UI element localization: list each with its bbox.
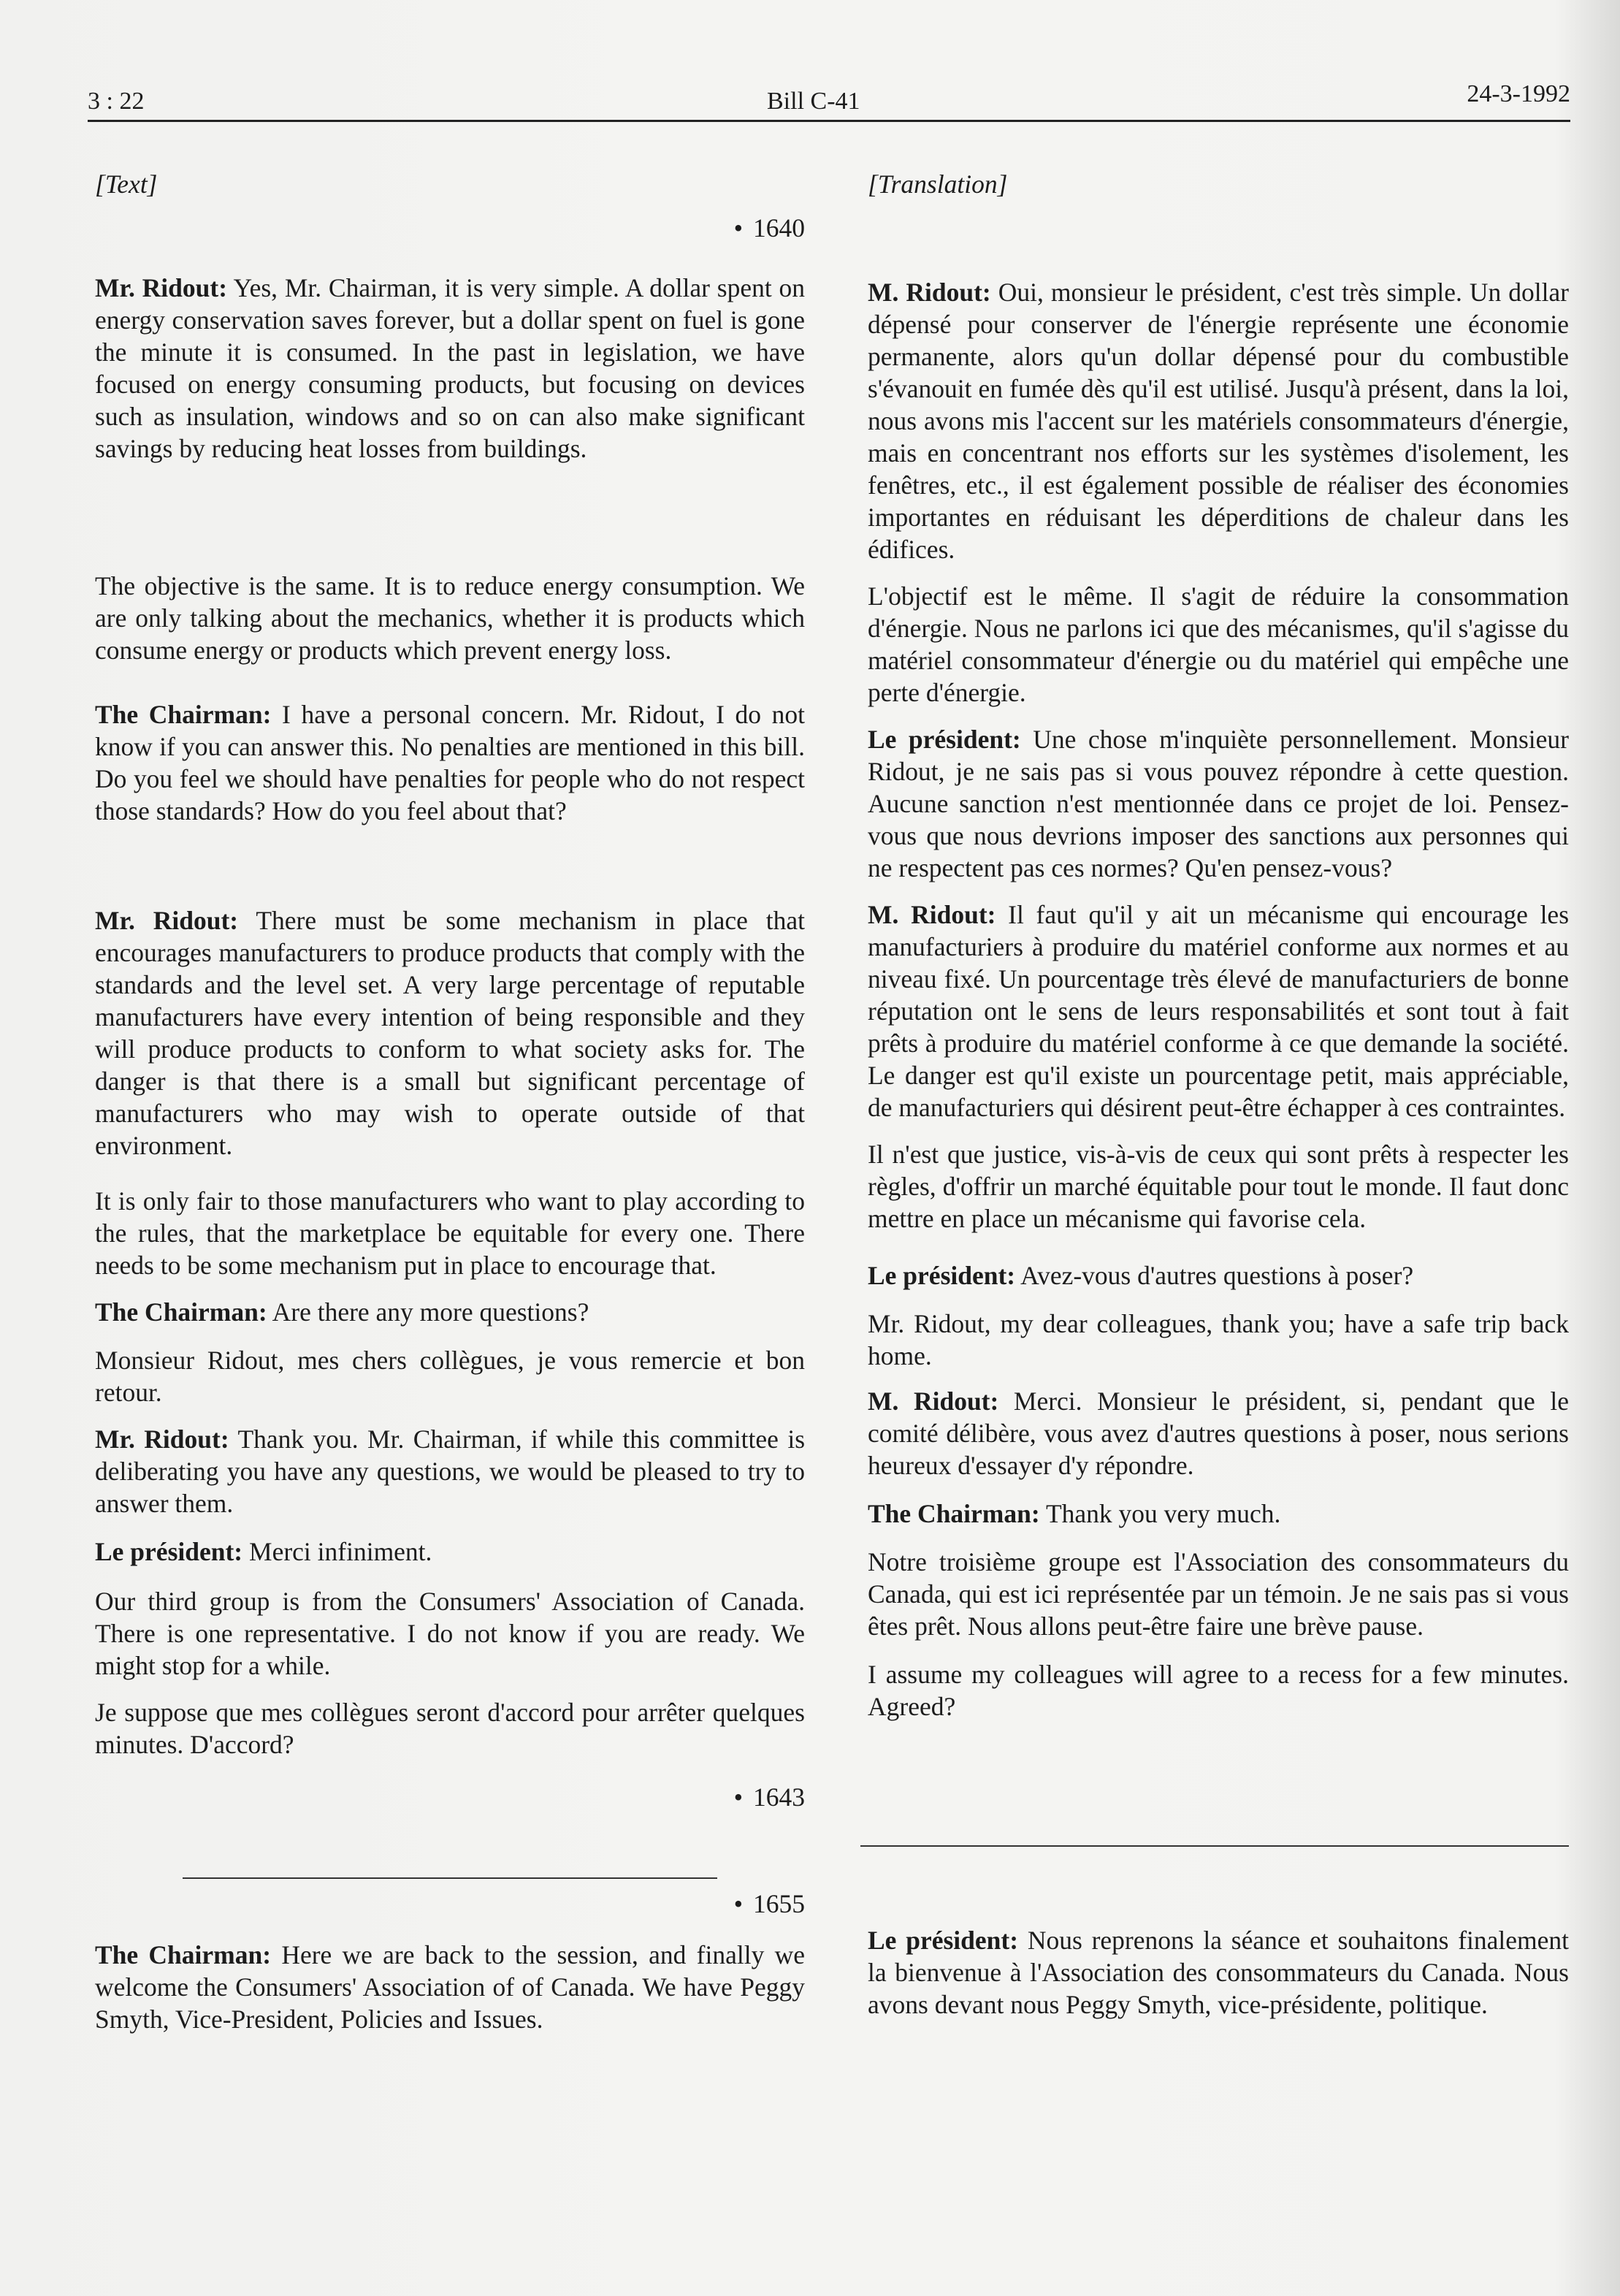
paragraph-text: Il n'est que justice, vis-à-vis de ceux qui sont prêts à respecter les règles, d'offrir un marché équitable pour tout le monde. Il faut donc mettre en place un mécanisme qui favorise cela. (868, 1140, 1569, 1233)
paragraph-text: Yes, Mr. Chairman, it is very simple. A dollar spent on energy conservation saves forever, but a dollar spent on fuel is gone the minute it is consumed. In the past in legislation, we have focused on energy consuming products, but focusing on devices such as insulation, windows and so on can also make significant savings by reducing heat losses from buildings. (95, 273, 805, 463)
header-date: 24-3-1992 (1467, 80, 1570, 107)
page-header (88, 79, 1570, 123)
paragraph-text: Thank you. Mr. Chairman, if while this committee is deliberating you have any questions, we would be pleased to try to answer them. (95, 1424, 806, 1518)
bullet-icon: • (733, 1782, 743, 1812)
paragraph-text: Il faut qu'il y ait un mécanisme qui encourage les manufacturiers à produire du matériel conforme aux normes et au niveau fixé. Un pourcentage très élevé de manufacturiers de bonne réputation ont le sens de leurs responsabilités et sont tout à fait prêts à produire du matériel conforme à ce que demande la société. Le danger est qu'il existe un pourcentage petit, mais appréciable, de manufacturiers qui désirent peut-être échapper à ces contraintes. (868, 900, 1570, 1122)
left-para-11 (95, 1696, 805, 1761)
right-para-2 (868, 580, 1569, 709)
bullet-icon: • (733, 213, 743, 243)
right-para-9 (868, 1498, 1569, 1530)
paragraph-text: Here we are back to the session, and finally we welcome the Consumers' Association of of Canada. We have Peggy Smyth, Vice-President, Policies and Issues. (95, 1940, 805, 2034)
speaker: M. Ridout: (868, 278, 991, 307)
left-para-8 (95, 1423, 805, 1519)
translation-label: [Translation] (868, 169, 1008, 199)
paragraph-text: Nous reprenons la séance et souhaitons finalement la bienvenue à l'Association des consommateurs du Canada. Nous avons devant nous Peggy Smyth, vice-présidente, politique. (868, 1926, 1569, 2019)
right-para-6 (868, 1259, 1569, 1292)
left-para-2 (95, 570, 805, 666)
paragraph-text: Je suppose que mes collègues seront d'accord pour arrêter quelques minutes. D'accord? (95, 1698, 805, 1759)
speaker: Mr. Ridout: (95, 906, 239, 935)
paragraph-text: L'objectif est le même. Il s'agit de réduire la consommation d'énergie. Nous ne parlons ici que des mécanismes, qu'il s'agisse du matériel consommateur d'énergie ou du matériel qui empêche une perte d'énergie. (868, 581, 1569, 707)
right-para-1 (868, 276, 1569, 565)
time-marker-1655: • 1655 (733, 1889, 805, 1918)
paragraph-text: I assume my colleagues will agree to a recess for a few minutes. Agreed? (868, 1660, 1569, 1721)
section-divider (860, 1845, 1569, 1847)
speaker: The Chairman: (95, 1940, 272, 1969)
speaker: Le président: (95, 1537, 243, 1566)
left-para-9 (95, 1536, 805, 1568)
header-rule (88, 120, 1570, 122)
paragraph-text: Notre troisième groupe est l'Association des consommateurs du Canada, qui est ici représentée par un témoin. Je ne sais pas si vous êtes prêt. Nous allons peut-être faire une brève pause. (868, 1547, 1569, 1641)
speaker: M. Ridout: (868, 900, 996, 929)
paragraph-text: Merci infiniment. (249, 1537, 432, 1566)
paragraph-text: Our third group is from the Consumers' Association of Canada. There is one representative. I do not know if you are ready. We might stop for a while. (95, 1587, 805, 1680)
left-para-5 (95, 1185, 805, 1281)
speaker: The Chairman: (95, 1297, 267, 1327)
page-number: 3 : 22 (88, 88, 145, 115)
section-divider (183, 1877, 717, 1879)
paragraph-text: Merci. Monsieur le président, si, pendant que le comité délibère, vous avez d'autres questions à poser, nous serions heureux d'essayer d'y répondre. (868, 1387, 1570, 1480)
time-marker-1643: • 1643 (733, 1782, 805, 1812)
paragraph-text: There must be some mechanism in place that encourages manufacturers to produce products that comply with the standards and the level set. A very large percentage of reputable manufacturers have every intention of being responsible and they will produce products to conform to what society asks for. The danger is that there is a small but significant percentage of manufacturers who may wish to operate outside of that environment. (95, 906, 806, 1160)
left-column (95, 168, 805, 2035)
paragraph-text: Are there any more questions? (272, 1297, 589, 1327)
right-column (868, 168, 1569, 2021)
left-para-4 (95, 904, 805, 1162)
right-para-7 (868, 1308, 1569, 1372)
paragraph-text: Thank you very much. (1045, 1499, 1281, 1528)
speaker: Le président: (868, 725, 1021, 754)
text-label: [Text] (95, 169, 158, 199)
right-para-8 (868, 1385, 1569, 1481)
left-para-7 (95, 1344, 805, 1408)
speaker: M. Ridout: (868, 1387, 999, 1416)
paragraph-text: Une chose m'inquiète personnellement. Monsieur Ridout, je ne sais pas si vous pouvez répondre à cette question. Aucune sanction n'est mentionnée dans ce projet de loi. Pensez-vous que nous devrions imposer des sanctions aux personnes qui ne respectent pas ces normes? Qu'en pensez-vous? (868, 725, 1569, 882)
paragraph-text: The objective is the same. It is to reduce energy consumption. We are only talking about the mechanics, whether it is products which consume energy or products which prevent energy loss. (95, 571, 805, 665)
right-para-3 (868, 723, 1569, 884)
bill-title: Bill C-41 (767, 88, 860, 115)
speaker: Le président: (868, 1261, 1016, 1290)
speaker: Mr. Ridout: (95, 1424, 229, 1454)
right-para-10 (868, 1546, 1569, 1642)
left-para-6 (95, 1296, 805, 1328)
left-para-10 (95, 1585, 805, 1682)
paragraph-text: I have a personal concern. Mr. Ridout, I do not know if you can answer this. No penalties are mentioned in this bill. Do you feel we should have penalties for people who do not respect those standards? How do you feel about that? (95, 700, 806, 825)
speaker: The Chairman: (868, 1499, 1040, 1528)
speaker: Mr. Ridout: (95, 273, 228, 302)
bullet-icon: • (733, 1889, 743, 1918)
speaker: The Chairman: (95, 700, 272, 729)
right-para-12 (868, 1924, 1569, 2021)
paragraph-text: Mr. Ridout, my dear colleagues, thank you; have a safe trip back home. (868, 1309, 1569, 1370)
paragraph-text: Oui, monsieur le président, c'est très simple. Un dollar dépensé pour conserver de l'énergie représente une économie permanente, alors qu'un dollar dépensé pour du combustible s'évanouit en fumée dès qu'il est utilisé. Jusqu'à présent, dans la loi, nous avons mis l'accent sur les matériels consommateurs d'énergie, mais en concentrant nos efforts sur les systèmes d'isolement, les fenêtres, etc., il est également possible de réaliser des économies importantes en réduisant les déperditions de chaleur dans les édifices. (868, 278, 1570, 564)
right-para-5 (868, 1138, 1569, 1235)
left-para-12 (95, 1939, 805, 2035)
left-para-1 (95, 272, 805, 465)
right-para-4 (868, 899, 1569, 1124)
speaker: Le président: (868, 1926, 1019, 1955)
paragraph-text: Monsieur Ridout, mes chers collègues, je vous remercie et bon retour. (95, 1346, 805, 1407)
left-para-3 (95, 698, 805, 827)
time-marker-1640: • 1640 (733, 213, 805, 243)
paragraph-text: It is only fair to those manufacturers who want to play according to the rules, that the marketplace be equitable for every one. There needs to be some mechanism put in place to encourage that. (95, 1186, 805, 1280)
paragraph-text: Avez-vous d'autres questions à poser? (1020, 1261, 1414, 1290)
right-para-11 (868, 1658, 1569, 1723)
